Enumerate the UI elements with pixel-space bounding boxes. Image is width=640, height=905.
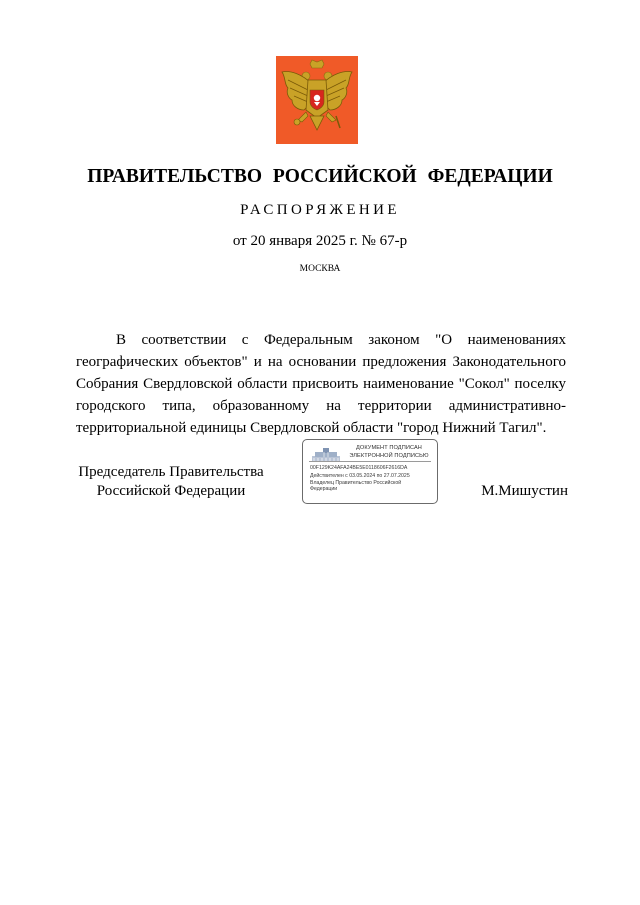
stamp-heading-line2: ЭЛЕКТРОННОЙ ПОДПИСЬЮ — [349, 452, 429, 459]
document-type: РАСПОРЯЖЕНИЕ — [240, 202, 400, 218]
stamp-divider — [309, 461, 431, 462]
stamp-certificate: 00F129K24AFA24BE5E0118606F2616DA — [310, 465, 408, 471]
signer-position-line2: Российской Федерации — [96, 483, 246, 499]
signer-name: М.Мишустин — [481, 483, 568, 499]
order-paragraph: В соответствии с Федеральным законом "О наименованиях географических объектов" и на основании предложения Законодательного Собрания Свердловской области присвоить наименование "Сокол" поселку городского типа, образованному на территории административно-территориальной единицы Свердловской области "город Нижний Тагил". — [76, 332, 566, 436]
electronic-signature-stamp — [302, 439, 438, 504]
stamp-details — [310, 465, 434, 492]
stamp-validity: Действителен с 03.05.2024 по 27.07.2025 — [310, 472, 410, 479]
stamp-owner-line1: Владелец Правительство Российской — [310, 480, 402, 487]
stamp-owner-line2: Федерации — [310, 486, 338, 493]
stamp-heading-line1: ДОКУМЕНТ ПОДПИСАН — [356, 445, 422, 451]
issuer-title: ПРАВИТЕЛЬСТВО РОССИЙСКОЙ ФЕДЕРАЦИИ — [87, 166, 553, 187]
signer-position-line1: Председатель Правительства — [78, 464, 264, 480]
document-city: МОСКВА — [299, 264, 341, 274]
stamp-heading — [343, 445, 435, 460]
coat-of-arms-emblem-icon — [276, 56, 358, 144]
document-date-number: от 20 января 2025 г. № 67-р — [232, 233, 408, 249]
signer-position — [76, 463, 266, 501]
